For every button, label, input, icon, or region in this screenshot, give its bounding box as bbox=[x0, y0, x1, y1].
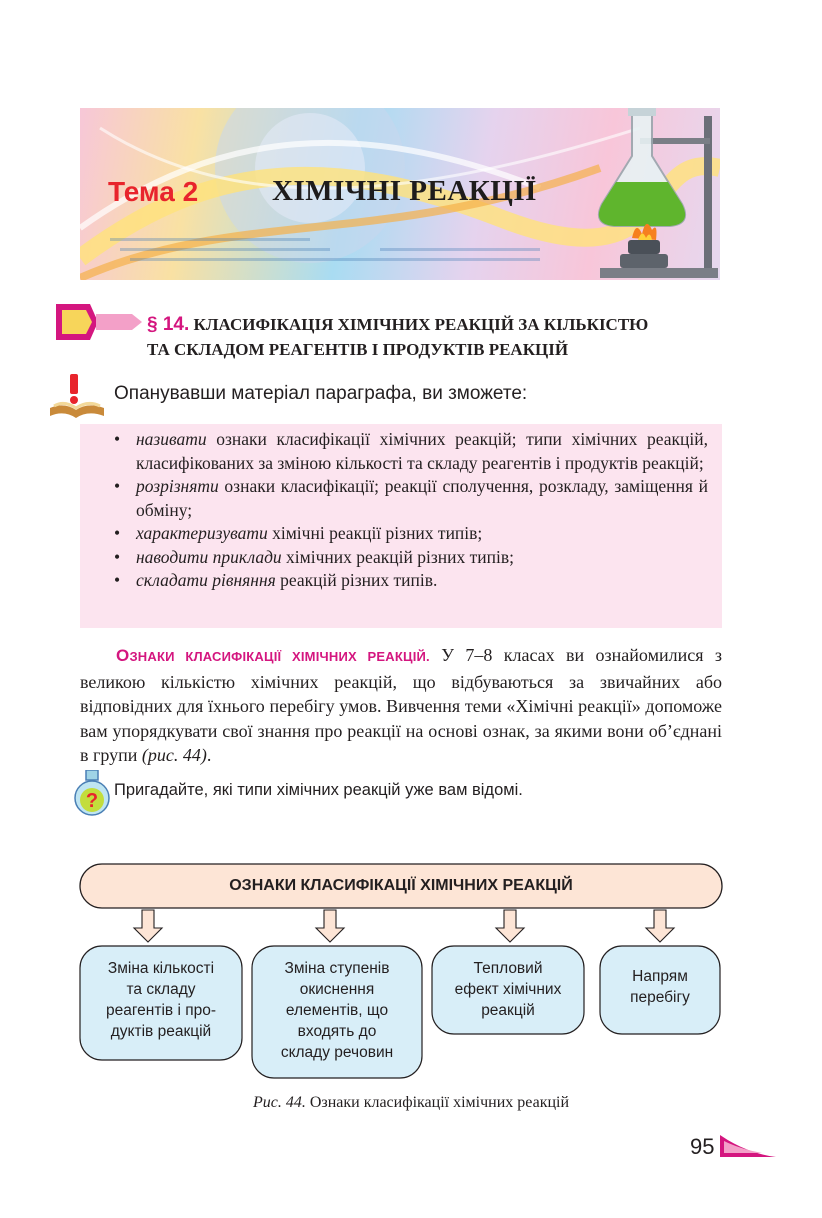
list-item bbox=[114, 428, 708, 475]
body-paragraph: ОЗНАКИ КЛАСИФІКАЦІЇ ХІМІЧНИХ РЕАКЦІЙ. У 7–8 класах ви ознайомилися з великою кількістю хімічних реакцій, що відбуваються за звичайних або відповідних для їхнього перебігу умов. Вивчення теми «Хімічні реакції» допоможе вам упорядкувати свої знання про реакції на основі ознак, за якими вони об’єднані в групи (рис. 44). bbox=[80, 645, 722, 765]
objective-verb: наводити приклади bbox=[136, 546, 282, 567]
down-arrow-icon bbox=[646, 910, 674, 942]
page-corner-decoration bbox=[716, 1133, 776, 1161]
question-text: Пригадайте, які типи хімічних реакцій уже вам відомі. bbox=[114, 781, 523, 799]
objective-text: хімічних реакцій різних типів; bbox=[281, 546, 514, 567]
list-item bbox=[114, 522, 708, 546]
figure-caption: Рис. 44. Ознаки класифікації хімічних реакцій bbox=[252, 1094, 570, 1111]
objective-verb: розрізняти bbox=[136, 476, 219, 496]
page-number: 95 bbox=[690, 1134, 715, 1159]
diagram-box-text: Напрям перебігу bbox=[630, 968, 690, 1006]
objective-verb: складати рівняння bbox=[136, 570, 276, 590]
down-arrow-icon bbox=[496, 910, 524, 942]
objective-text: ознаки класифікації хімічних реакцій; типи хімічних реакцій, класифікованих за зміною кількості та складу реагентів і продуктів реакцій; bbox=[136, 429, 708, 473]
topic-label: Тема 2 bbox=[108, 176, 199, 207]
svg-text:?: ? bbox=[85, 790, 99, 812]
down-arrow-icon bbox=[134, 910, 162, 942]
diagram-box-text: Зміна кількості та складу реагентів і про- дуктів реакцій bbox=[106, 960, 216, 1040]
book-arrow-icon bbox=[56, 302, 142, 342]
diagram-box-text: Тепловий ефект хімічних реакцій bbox=[454, 960, 562, 1019]
question-flask-icon bbox=[72, 770, 112, 816]
objectives-intro: Опанувавши матеріал параграфа, ви зможете: bbox=[114, 383, 528, 404]
list-item bbox=[114, 569, 708, 593]
objectives-list bbox=[114, 428, 708, 593]
diagram-box-text: Зміна ступенів окиснення елементів, що входять до складу речовин bbox=[280, 960, 394, 1061]
objective-text: ознаки класифікації; реакції сполучення, розкладу, заміщення й обміну; bbox=[136, 476, 708, 520]
section-title-line1: КЛАСИФІКАЦІЯ ХІМІЧНИХ РЕАКЦІЙ ЗА КІЛЬКІСТЮ bbox=[193, 315, 649, 334]
topic-title: ХІМІЧНІ РЕАКЦІЇ bbox=[272, 175, 537, 207]
down-arrow-icon bbox=[316, 910, 344, 942]
diagram-header: ОЗНАКИ КЛАСИФІКАЦІЇ ХІМІЧНИХ РЕАКЦІЙ bbox=[229, 877, 573, 894]
section-heading bbox=[147, 312, 737, 362]
objective-verb: характеризувати bbox=[136, 523, 268, 543]
section-number: § 14. bbox=[147, 314, 190, 335]
open-book-exclamation-icon bbox=[48, 374, 106, 418]
objective-verb: називати bbox=[136, 429, 207, 449]
section-title-line2: ТА СКЛАДОМ РЕАГЕНТІВ І ПРОДУКТІВ РЕАКЦІЙ bbox=[147, 340, 569, 359]
list-item bbox=[114, 546, 708, 570]
objective-text: реакцій різних типів. bbox=[275, 570, 438, 590]
list-item bbox=[114, 475, 708, 522]
paragraph-text: У 7–8 класах ви ознайомилися з великою кількістю хімічних реакцій, що відбуваються за звичайних або відповідних для їхнього перебігу умов. Вивчення теми «Хімічні реакції» допоможе вам упорядкувати свої знання про реакції на основі ознак, за якими вони об’єднані в групи bbox=[80, 645, 722, 765]
figure-reference: (рис. 44) bbox=[141, 745, 207, 765]
paragraph-heading: ОЗНАКИ КЛАСИФІКАЦІЇ ХІМІЧНИХ РЕАКЦІЙ. bbox=[116, 646, 430, 665]
objective-text: хімічні реакції різних типів; bbox=[267, 523, 483, 543]
